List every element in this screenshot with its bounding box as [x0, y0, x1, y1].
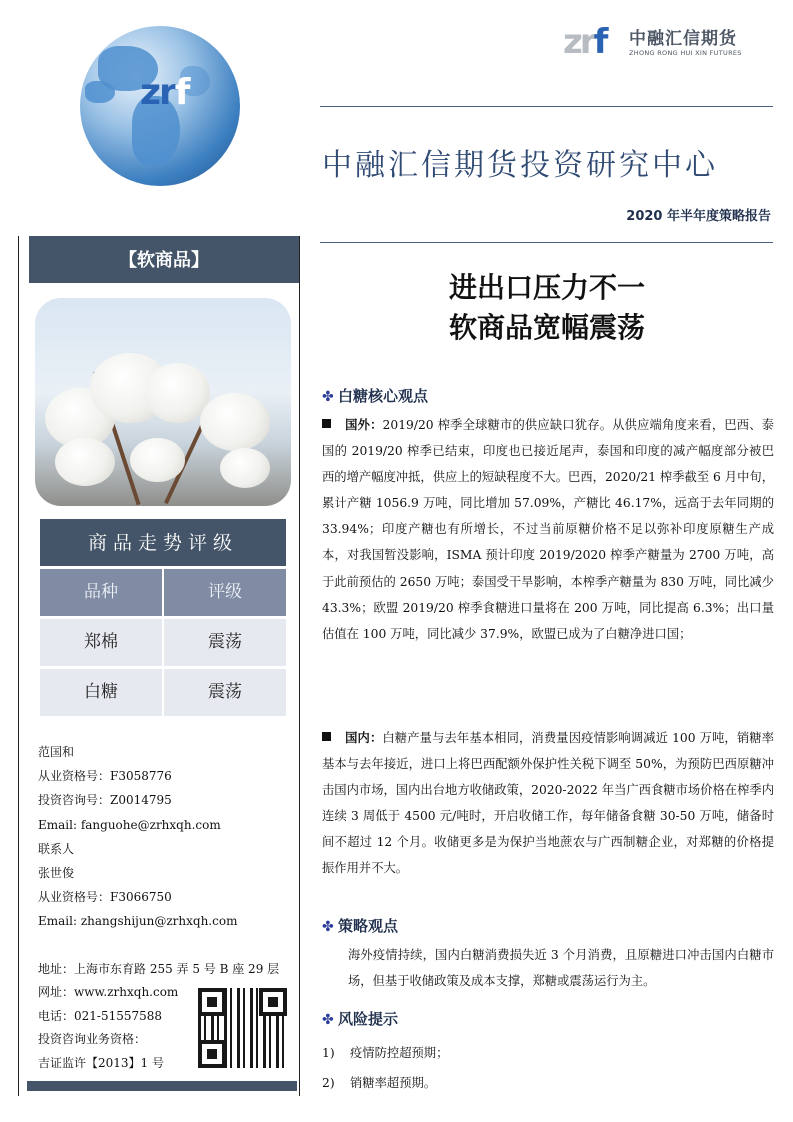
- cotton-photo: [35, 298, 291, 506]
- headline-line-2: 软商品宽幅震荡: [448, 311, 645, 344]
- risk-text: 销糖率超预期。: [350, 1076, 437, 1090]
- contact-name: 张世俊: [38, 866, 75, 881]
- square-bullet-icon: [322, 419, 331, 428]
- domestic-text: 白糖产量与去年基本相同，消费量因疫情影响调减近 100 万吨，销糖率基本与去年接近，进口上将巴西配额外保护性关税下调至 50%，为预防巴西原糖冲击国内市场，国内出台地方收储政策，2020-2022 年当广西食糖市场价格在榨季内连续 3 周低于 4500 元/吨时，开启收储工作，每年储备食糖 30-50 万吨，储备时间不超过 12 个月。收储更多是为保护当地蔗农与广西制糖企业，对郑糖的价格提振作用并不大。: [322, 731, 774, 876]
- rating-item: 白糖: [40, 669, 162, 716]
- rating-title: 商品走势评级: [40, 519, 286, 566]
- sidebar-category-header: 【软商品】: [29, 236, 299, 283]
- header-divider-bottom: [320, 242, 773, 243]
- rating-value: 震荡: [164, 669, 286, 716]
- report-type: 2020 年半年度策略报告: [626, 209, 771, 224]
- rating-item: 郑棉: [40, 619, 162, 666]
- overseas-paragraph: [322, 412, 774, 647]
- globe-zrf-mark: zrf: [140, 72, 189, 113]
- rating-col-rating: 评级: [164, 569, 286, 616]
- report-headline: [322, 268, 772, 348]
- analyst-consult-no: 投资咨询号：Z0014795: [38, 793, 172, 808]
- rating-value: 震荡: [164, 619, 286, 666]
- qualification-number: 吉证监许【2013】1 号: [38, 1055, 164, 1070]
- website-line: 网址：www.zrhxqh.com: [38, 985, 179, 1000]
- risk-number: 1): [322, 1046, 335, 1060]
- logo-name-en: ZHONG RONG HUI XIN FUTURES: [629, 49, 742, 57]
- sidebar-footer-bar: [27, 1081, 297, 1091]
- domestic-label: 国内：: [345, 731, 383, 745]
- section-strategy: [322, 915, 398, 936]
- overseas-label: 国外：: [345, 418, 383, 432]
- qr-code-image: [198, 988, 287, 1068]
- contact-license: 从业资格号：F3066750: [38, 890, 172, 905]
- square-bullet-icon: [322, 732, 331, 741]
- company-logo: [563, 18, 743, 64]
- section-bullet-icon: ✤: [322, 389, 334, 405]
- logo-name-cn: 中融汇信期货: [629, 29, 737, 49]
- analyst-contacts: [38, 740, 293, 934]
- overseas-text: 2019/20 榨季全球糖市的供应缺口犹存。从供应端角度来看，巴西、泰国的 2019/20 榨季已结束，印度也已接近尾声，泰国和印度的减产幅度部分被巴西的增产幅度冲抵，供应上的短缺程度不大。巴西，2020/21 榨季截至 6 月中旬，累计产糖 1056.9 万吨，同比增加 57.09%，产糖比 46.17%，远高于去年同期的 33.94%；印度产糖也有所增长，不过当前原糖价格不足以弥补印度原糖生产成本，对我国暂没影响，ISMA 预计印度 2019/2020 榨季产糖量为 2700 万吨，高于此前预估的 2650 万吨；泰国受干旱影响，本榨季产糖量为 830 万吨，同比减少 43.3%；欧盟 2019/20 榨季食糖进口量将在 200 万吨，同比提高 6.3%；出口量估值在 100 万吨，同比减少 37.9%，欧盟已成为了白糖净进口国；: [322, 418, 774, 641]
- risk-number: 2): [322, 1076, 335, 1090]
- analyst-name: 范国和: [38, 745, 75, 759]
- section-bullet-icon: ✤: [322, 919, 334, 935]
- research-center-title: 中融汇信期货投资研究中心: [322, 148, 718, 183]
- section-risks: [322, 1008, 398, 1029]
- analyst-license: 从业资格号：F3058776: [38, 769, 172, 784]
- rating-col-item: 品种: [40, 569, 162, 616]
- headline-line-1: 进出口压力不一: [448, 271, 645, 304]
- section-title: 策略观点: [338, 917, 399, 935]
- section-title: 白糖核心观点: [338, 387, 429, 405]
- section-core-views: [322, 385, 428, 406]
- rating-row: [40, 619, 286, 666]
- risk-item: [322, 1073, 436, 1091]
- address-line: 地址：上海市东育路 255 弄 5 号 B 座 29 层: [38, 962, 280, 976]
- risk-item: [322, 1043, 448, 1061]
- rating-row: [40, 669, 286, 716]
- analyst-email: Email: fanguohe@zrhxqh.com: [38, 817, 221, 832]
- qualification-label: 投资咨询业务资格：: [38, 1032, 147, 1047]
- section-title: 风险提示: [338, 1010, 399, 1028]
- risk-text: 疫情防控超预期；: [350, 1046, 449, 1060]
- contact-label: 联系人: [38, 841, 75, 856]
- domestic-paragraph: [322, 725, 774, 882]
- phone-line: 电话：021-51557588: [38, 1008, 163, 1023]
- contact-email: Email: zhangshijun@zrhxqh.com: [38, 914, 238, 929]
- section-bullet-icon: ✤: [322, 1012, 334, 1028]
- header-divider-top: [320, 106, 773, 107]
- rating-table-header: [40, 569, 286, 616]
- logo-mark: zrf: [563, 22, 606, 62]
- strategy-paragraph: 海外疫情持续，国内白糖消费损失近 3 个月消费，且原糖进口冲击国内白糖市场，但基于收储政策及成本支撑，郑糖或震荡运行为主。: [348, 948, 774, 989]
